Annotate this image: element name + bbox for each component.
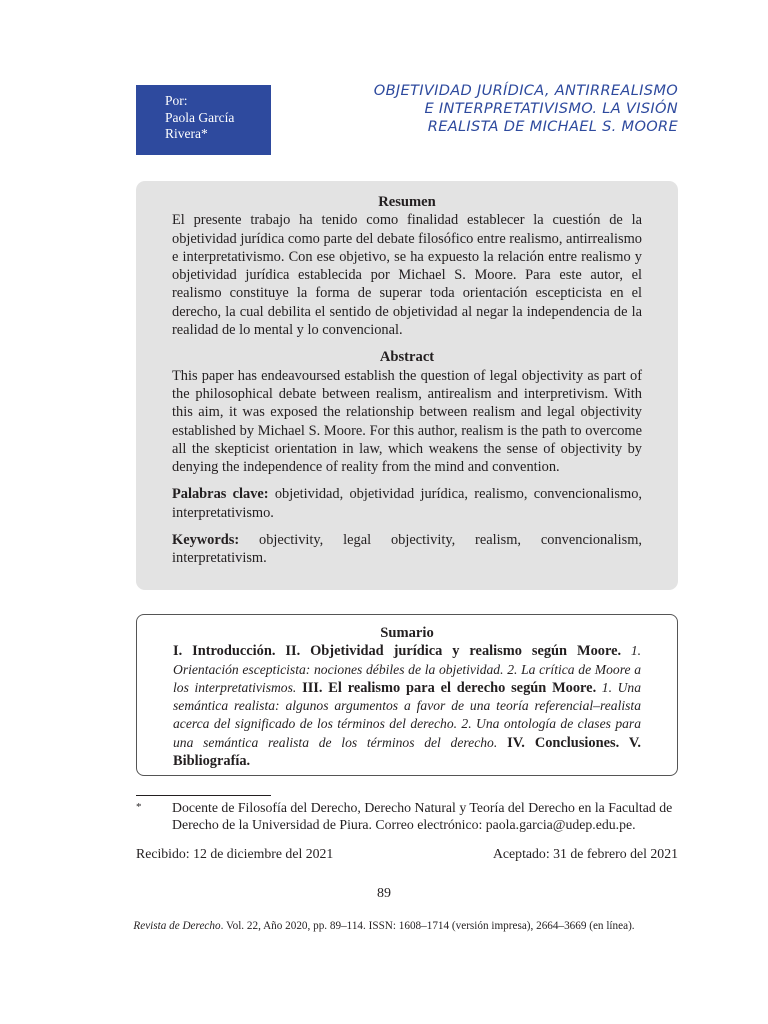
author-name-line1: Paola García xyxy=(165,109,235,125)
author-box xyxy=(136,85,271,155)
article-title xyxy=(318,82,678,136)
abstract-box xyxy=(136,181,678,590)
keywords-text: objectivity, legal objectivity, realism, convencionalism, interpretativism. xyxy=(172,532,642,567)
sumario-text xyxy=(173,642,641,770)
title-line-1: OBJETIVIDAD JURÍDICA, ANTIRREALISMO xyxy=(373,82,678,99)
keywords xyxy=(172,531,642,568)
sumario-part-5: IV. Conclusiones. V. Bibliografía. xyxy=(173,734,642,770)
author-name-line2: Rivera* xyxy=(165,126,208,141)
sumario-part-2: 1. Orientación escepticista: nociones débiles de la objetividad. 2. La crítica de Moore a los interpretativismos. xyxy=(173,643,642,695)
resumen-text: El presente trabajo ha tenido como finalidad establecer la cuestión de la objetividad jurídica como parte del debate filosófico entre realismo, antirrealismo e interpretativismo. Con ese objetivo, se ha expuesto la relación entre realismo y objetividad jurídica establecida por Michael S. Moore. Para este autor, el realismo constituye la forma de superar toda orientación escepticista en el derecho, la cual debilita el sentido de objetividad al negar la independencia de la realidad de lo mental y lo convencional. xyxy=(172,212,642,339)
citation-details: . Vol. 22, Año 2020, pp. 89–114. ISSN: 1608–1714 (versión impresa), 2664–3669 (en línea). xyxy=(220,920,635,932)
journal-citation xyxy=(0,920,768,932)
page-number: 89 xyxy=(377,886,391,901)
sumario-part-1: I. Introducción. II. Objetividad jurídica y realismo según Moore. xyxy=(173,643,622,660)
author-by-label: Por: xyxy=(165,93,188,108)
abstract-heading: Abstract xyxy=(379,349,435,366)
sumario-part-4: 1. Una semántica realista: algunos argumentos a favor de una teoría referencial–realista acerca del significado de los términos del derecho. 2. Una ontología de clases para una semántica realista de los términos del derecho. xyxy=(173,679,641,750)
footnote xyxy=(136,799,678,833)
dates-row xyxy=(136,846,678,862)
abstract-text: This paper has endeavoursed establish the question of legal objectivity as part of the philosophical debate between realism, antirealism and interpretivism. With this aim, it was exposed the relationship between realism and legal objectivity established by Michael S. Moore. For this author, realism is the path to overcome all the skepticist orientation in law, which weakens the sense of objectivity by denying the independence of reality from the mind and convention. xyxy=(172,367,642,476)
footnote-text: Docente de Filosofía del Derecho, Derecho Natural y Teoría del Derecho en la Facultad de Derecho de la Universidad de Piura. Correo electrónico: paola.garcia@udep.edu.pe. xyxy=(172,800,673,832)
journal-name: Revista de Derecho xyxy=(133,920,221,932)
footnote-mark: * xyxy=(136,801,142,813)
sumario-heading: Sumario xyxy=(380,625,434,641)
resumen-heading: Resumen xyxy=(378,194,436,210)
footnote-rule xyxy=(136,795,271,796)
accepted-date: Aceptado: 31 de febrero del 2021 xyxy=(492,846,678,861)
keywords-label: Keywords: xyxy=(172,532,240,549)
sumario-box xyxy=(136,614,678,776)
title-line-3: REALISTA DE MICHAEL S. MOORE xyxy=(427,118,678,135)
palabras-clave-label: Palabras clave: xyxy=(172,486,269,503)
title-line-2: E INTERPRETATIVISMO. LA VISIÓN xyxy=(424,100,678,117)
palabras-clave-text: objetividad, objetividad jurídica, realismo, convencionalismo, interpretativismo. xyxy=(172,486,643,521)
received-date: Recibido: 12 de diciembre del 2021 xyxy=(136,846,334,861)
sumario-part-3: III. El realismo para el derecho según Moore. xyxy=(296,679,597,696)
palabras-clave xyxy=(172,485,642,522)
